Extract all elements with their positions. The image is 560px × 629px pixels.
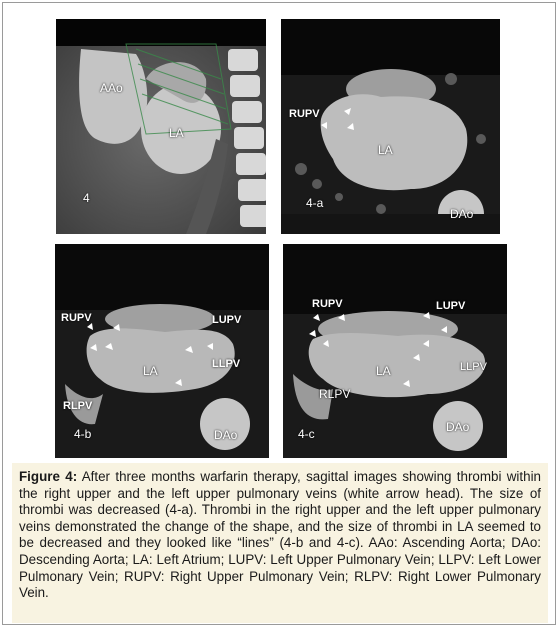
label-dao: DAo (450, 207, 474, 221)
label-rupv: RUPV (61, 312, 92, 324)
ct-image-4b (55, 244, 269, 458)
ct-panel-4c (283, 244, 507, 458)
panel-number: 4-c (298, 427, 315, 441)
caption-text: After three months warfarin therapy, sagittal images showing thrombi within the right upper and the left upper pulmonary veins (white arrow head). The size of thrombi was decreased (4-a). Thrombi in the right upper and the left upper pulmonary veins demonstrated the change of the shape, and the size of thrombi in LA seemed to be decreased and they looked like “lines” (4-b and 4-c). AAo: Ascending Aorta; DAo: Descending Aorta; LA: Left Atrium; LUPV: Left Upper Pulmonary Vein; LLPV: Left Lower Pulmonary Vein; RUPV: Right Upper Pulmonary Vein; RLPV: Right Lower Pulmonary Vein. (19, 469, 541, 601)
ct-panel-4a (281, 19, 500, 234)
label-dao: DAo (446, 420, 470, 434)
label-la: LA (378, 143, 393, 157)
label-aao: AAo (100, 81, 123, 95)
ct-panel-4 (56, 19, 266, 234)
label-llpv: LLPV (212, 358, 241, 370)
label-rlpv: RLPV (63, 400, 93, 412)
label-rlpv: RLPV (319, 387, 351, 401)
label-la: LA (169, 126, 184, 140)
figure-caption (12, 463, 548, 623)
label-lupv: LUPV (212, 314, 242, 326)
label-la: LA (143, 364, 158, 378)
ct-panel-4b (55, 244, 269, 458)
label-rupv: RUPV (289, 108, 320, 120)
panel-number: 4-b (74, 427, 92, 441)
label-llpv: LLPV (460, 361, 487, 373)
panel-number: 4-a (306, 196, 324, 210)
ct-image-4c (283, 244, 507, 458)
label-rupv: RUPV (312, 298, 343, 310)
label-dao: DAo (214, 428, 238, 442)
label-la: LA (376, 364, 391, 378)
panel-number: 4 (83, 191, 90, 205)
label-lupv: LUPV (436, 300, 466, 312)
caption-label: Figure 4: (19, 469, 78, 484)
